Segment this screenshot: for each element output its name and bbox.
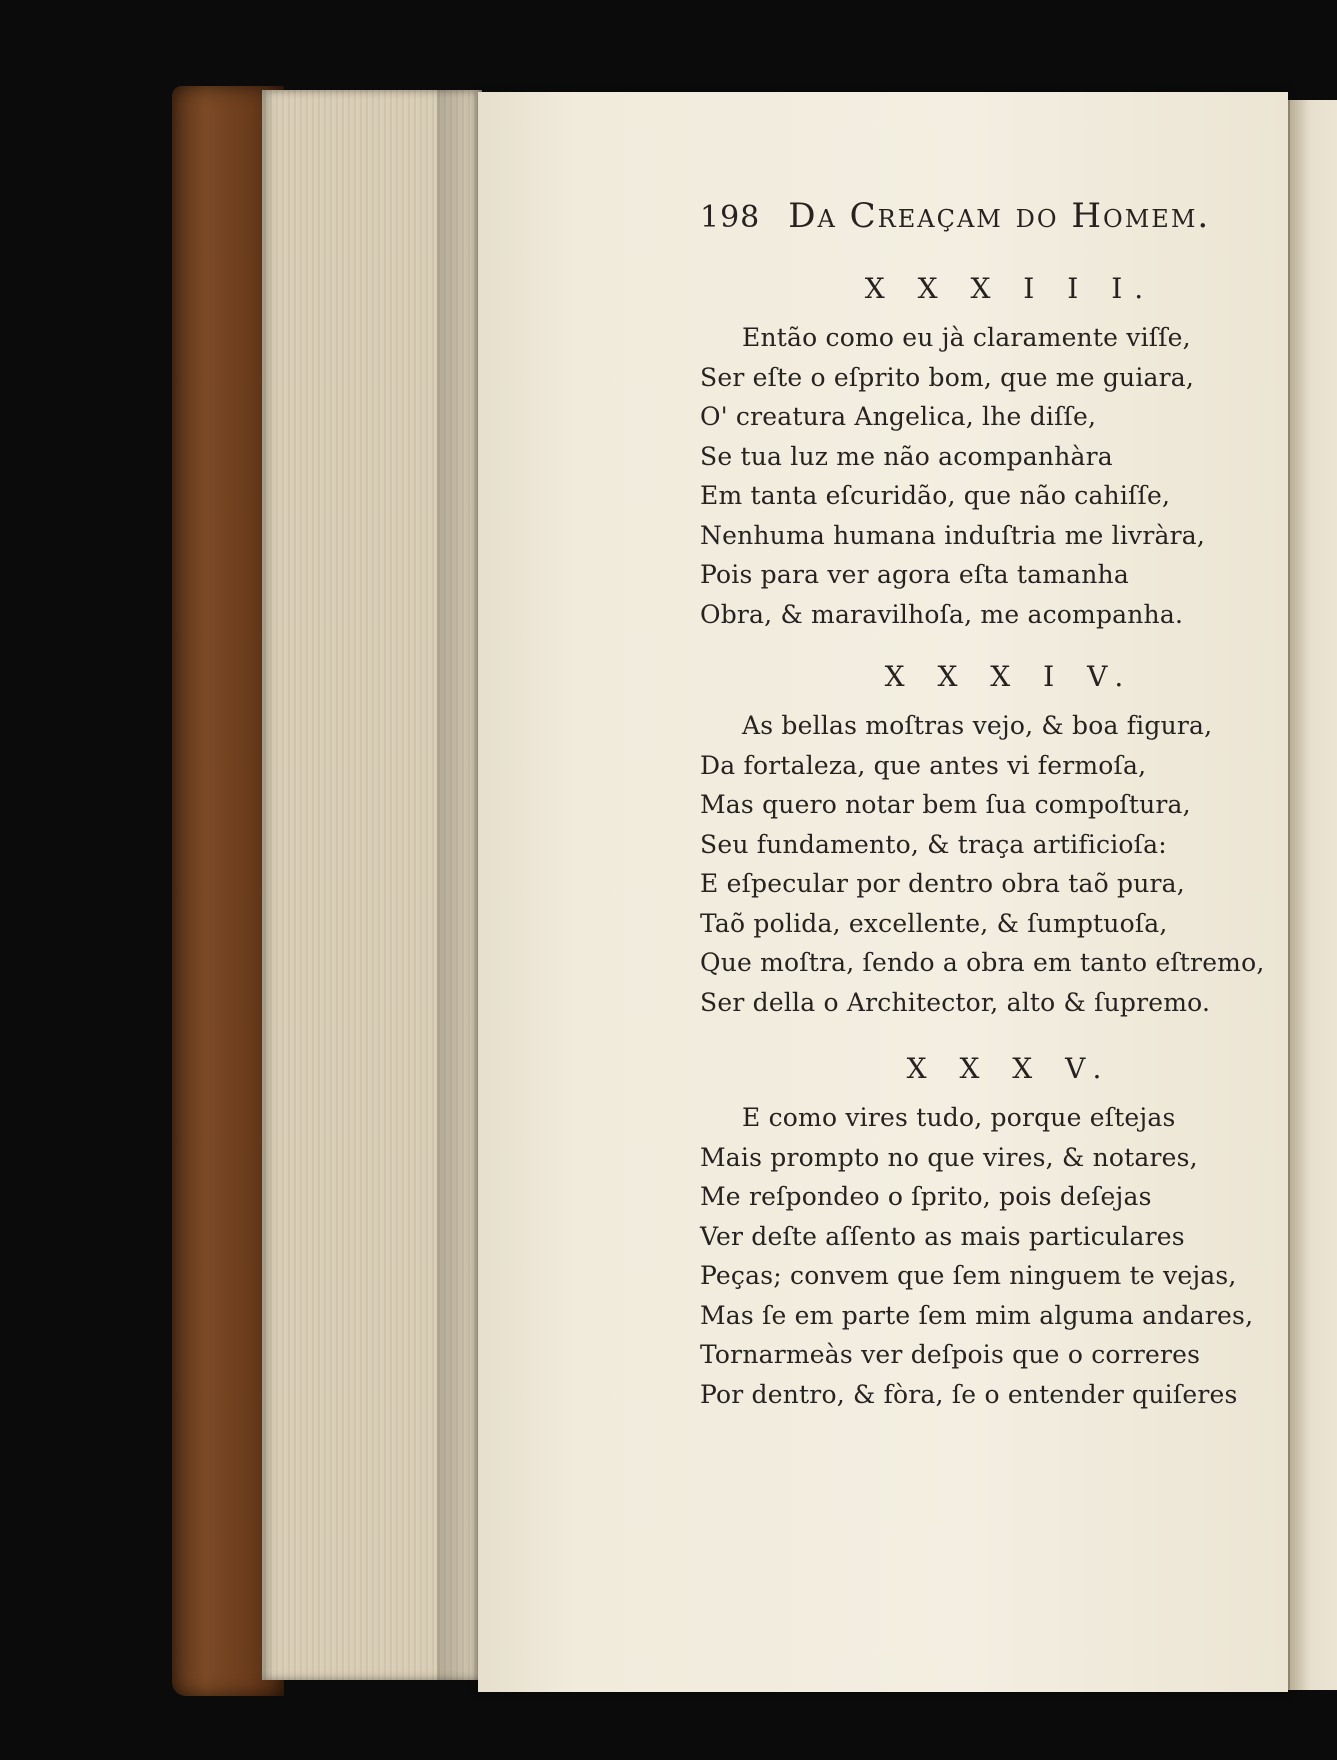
page-edges (262, 90, 482, 1680)
stanza (700, 260, 1260, 634)
running-title: Da Creaçam do Homem. (788, 196, 1211, 236)
verse-line: Taõ polida, excellente, & ſumptuoſa, (700, 908, 1168, 938)
page-number: 198 (700, 200, 761, 235)
verse-line: Por dentro, & fòra, ſe o entender quiſeres (700, 1379, 1238, 1409)
verse-line: Que moſtra, ſendo a obra em tanto eſtremo, (700, 948, 1265, 977)
verse-line: Se tua luz me não acompanhàra (700, 441, 1113, 471)
stanza (700, 1040, 1260, 1414)
verse-line: Pois para ver agora eſta tamanha (700, 560, 1129, 589)
verse-line: Obra, & maravilhoſa, me acompanha. (700, 599, 1184, 629)
verse-line: Nenhuma humana induſtria me livràra, (700, 520, 1206, 550)
verse-line: Tornarmeàs ver deſpois que o correres (700, 1340, 1201, 1369)
verse-line: Em tanta eſcuridão, que não cahiſſe, (700, 481, 1171, 510)
stanza-number: X X X I V. (884, 660, 1136, 693)
verse-line: Da fortaleza, que antes vi fermoſa, (700, 750, 1147, 780)
verse-line: Peças; convem que ſem ninguem te vejas, (700, 1261, 1237, 1290)
verse-line: E como vires tudo, porque eſtejas (742, 1103, 1176, 1132)
verse-line: Seu fundamento, & traça artificioſa: (700, 829, 1167, 859)
facing-page-edge (1288, 100, 1337, 1690)
verse-line: Mas quero notar bem ſua compoſtura, (700, 790, 1191, 819)
verse-line: As bellas moſtras vejo, & boa figura, (742, 711, 1213, 740)
verse-line: E eſpecular por dentro obra taõ pura, (700, 869, 1185, 898)
stanza (700, 648, 1265, 1022)
verse-line: Mas ſe em parte ſem mim alguma andares, (700, 1300, 1254, 1330)
page-text (700, 196, 1265, 1428)
verse-line: Ser della o Architector, alto & ſupremo. (700, 987, 1211, 1017)
stanza-number: X X X V. (906, 1052, 1114, 1085)
verse-line: Então como eu jà claramente viſſe, (742, 323, 1191, 352)
verse-line: Me reſpondeo o ſprito, pois deſejas (700, 1182, 1152, 1211)
verse-line: Ver deſte aſſento as mais particulares (700, 1221, 1185, 1251)
running-header (700, 196, 1260, 242)
verse-line: O' creatura Angelica, lhe diſſe, (700, 402, 1097, 431)
stanza-number: X X X I I I. (864, 272, 1156, 305)
verse-line: Mais prompto no que vires, & notares, (700, 1142, 1198, 1172)
verse-line: Ser eſte o eſprito bom, que me guiara, (700, 362, 1195, 392)
